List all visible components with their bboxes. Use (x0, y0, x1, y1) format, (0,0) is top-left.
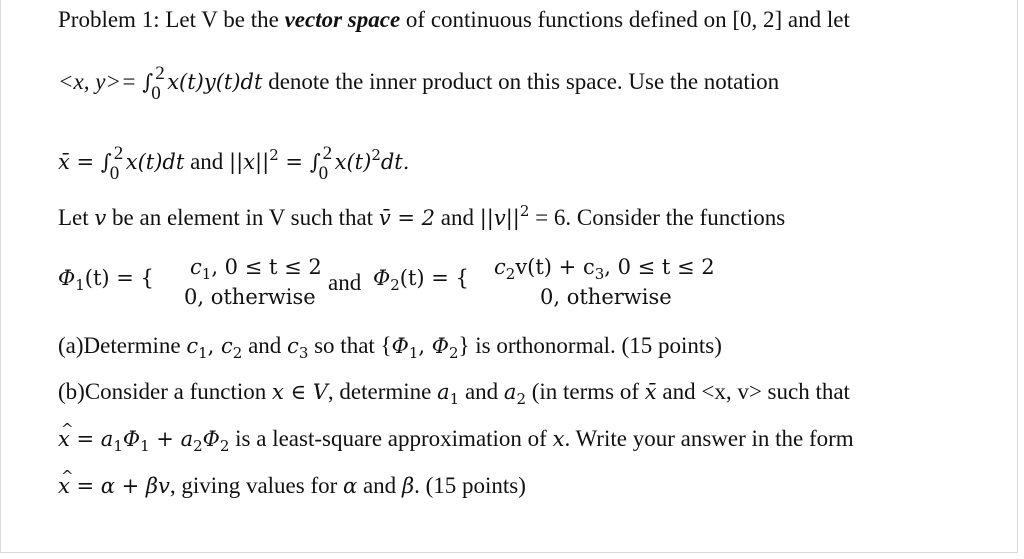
inner-product-rest: denote the inner product on this space. Use the notation (262, 69, 780, 94)
inner-product-notation: <x, y>= (58, 69, 143, 94)
subscript: 2 (219, 437, 230, 455)
final-form-eq: = α + βv (69, 474, 170, 498)
subscript: 1 (75, 276, 85, 294)
lower-limit: 0 (318, 162, 329, 184)
phi2-expression: v(t) + c (515, 255, 595, 279)
part-a-line (58, 332, 722, 367)
x-in-v: x ∈ V (271, 380, 328, 404)
lower-limit: 0 (109, 162, 120, 184)
integral-limits (151, 62, 167, 104)
inner-product-line (58, 62, 780, 104)
phi2-condition: , 0 ≤ t ≤ 2 (604, 255, 715, 279)
xhat-symbol: ^ x (58, 472, 70, 500)
c1-symbol: c (190, 255, 202, 279)
subscript: 1 (408, 344, 419, 362)
and-text: and (328, 270, 362, 295)
norm-v-value: = 6. Consider the functions (529, 205, 786, 230)
subscript: 1 (201, 265, 212, 283)
part-b-rest2: and <x, v> such that (656, 379, 850, 404)
phi2-otherwise: 0, otherwise (540, 285, 672, 309)
c1-symbol: c (186, 334, 199, 358)
a1-symbol: a (437, 380, 450, 404)
vector-space-term: vector space (284, 7, 401, 32)
phi2-equals-brace: (t) = { (399, 266, 469, 290)
xbar-symbol: x̄ = (58, 150, 101, 174)
v-symbol: v (94, 206, 107, 230)
subscript: 3 (298, 344, 309, 362)
subscript: 2 (516, 390, 526, 408)
beta-symbol: β (401, 474, 415, 498)
problem-intro-line (58, 6, 850, 34)
norm-integrand: x(t) (334, 150, 372, 174)
integral-limits (318, 142, 335, 184)
final-form-line (58, 472, 526, 500)
phi1-equals-brace: (t) = { (84, 266, 154, 290)
norm-v-symbol: ||v|| (479, 206, 520, 230)
part-a-lead: (a)Determine (58, 333, 187, 358)
integral-sign: ∫ (142, 70, 154, 94)
subscript: 1 (449, 390, 460, 408)
upper-limit: 2 (322, 142, 333, 164)
comma: , (207, 334, 222, 358)
phi1-case-1 (190, 255, 322, 283)
element-v-mid: be an element in V such that (106, 205, 379, 230)
inner-product-integrand: x(t)y(t)dt (167, 70, 263, 94)
subscript: 2 (232, 344, 243, 362)
square-superscript: 2 (519, 202, 530, 220)
part-b-mid: , determine (327, 379, 438, 404)
square-superscript: 2 (269, 146, 279, 164)
c3-symbol: c (287, 334, 299, 358)
norm-integrand-dt: dt. (380, 150, 410, 174)
phi1-definition (58, 266, 154, 294)
phi2-symbol: Φ (373, 266, 391, 290)
x-symbol: x (552, 427, 565, 451)
xhat-symbol: ^ x (58, 425, 70, 453)
phi1-otherwise: 0, otherwise (184, 285, 316, 309)
phi1-condition: , 0 ≤ t ≤ 2 (211, 255, 322, 279)
phi1-symbol: Φ (391, 334, 409, 358)
a2-symbol: a (503, 380, 517, 404)
c2-symbol: c (221, 334, 233, 358)
part-b-line (58, 378, 850, 413)
and-text: and (184, 149, 230, 174)
c2-symbol: c (494, 255, 506, 279)
approx-eq-a1: = a (69, 427, 114, 451)
phi1-symbol: Φ (122, 427, 141, 451)
and-text: and (434, 205, 480, 230)
and-text: and (459, 379, 504, 404)
final-form-end: . (15 points) (414, 473, 526, 498)
part-a-end: } is orthonormal. (15 points) (458, 333, 722, 358)
subscript: 1 (113, 437, 123, 455)
problem-intro-rest: of continuous functions defined on [0, 2] and let (400, 7, 850, 32)
lower-limit: 0 (151, 82, 161, 104)
integral-limits (109, 142, 126, 184)
subscript: 2 (390, 276, 400, 294)
square-superscript: 2 (371, 146, 381, 164)
approx-rest2: . Write your answer in the form (564, 426, 854, 451)
phi2-case-1 (494, 255, 715, 283)
element-v-line (58, 197, 785, 232)
approx-plus-a2: + a (149, 427, 194, 451)
and-text: and (357, 473, 402, 498)
subscript: 2 (448, 344, 459, 362)
phi2-symbol: Φ (202, 427, 220, 451)
phi1-symbol: Φ (58, 266, 76, 290)
phi2-definition (373, 266, 469, 294)
approximation-line (58, 425, 854, 460)
part-a-mid: so that { (308, 333, 392, 358)
subscript: 2 (193, 437, 203, 455)
final-form-rest: , giving values for (169, 473, 344, 498)
norm-symbol: ||x|| (229, 150, 270, 174)
alpha-symbol: α (343, 474, 358, 498)
part-b-rest1: (in terms of (525, 379, 645, 404)
subscript: 1 (198, 344, 208, 362)
part-b-lead: (b)Consider a function (58, 379, 272, 404)
upper-limit: 2 (155, 62, 165, 84)
subscript: 3 (594, 265, 605, 283)
comma: , (418, 334, 432, 358)
mean-integrand: x(t)dt (125, 150, 185, 174)
subscript: 1 (140, 437, 150, 455)
upper-limit: 2 (113, 142, 124, 164)
let-text: Let (58, 205, 95, 230)
approx-rest: is a least-square approximation of (229, 426, 553, 451)
and-text: and (242, 333, 288, 358)
integral-sign: ∫ (100, 150, 112, 174)
equals-sign: = (278, 150, 310, 174)
vbar-equation: v̄ = 2 (378, 206, 435, 230)
phi2-symbol: Φ (431, 334, 449, 358)
notation-line (58, 141, 410, 184)
problem-lead-text: Problem 1: Let V be the (58, 7, 285, 32)
xbar-symbol: x̄ (644, 380, 657, 404)
integral-sign: ∫ (309, 150, 321, 174)
subscript: 2 (505, 265, 516, 283)
